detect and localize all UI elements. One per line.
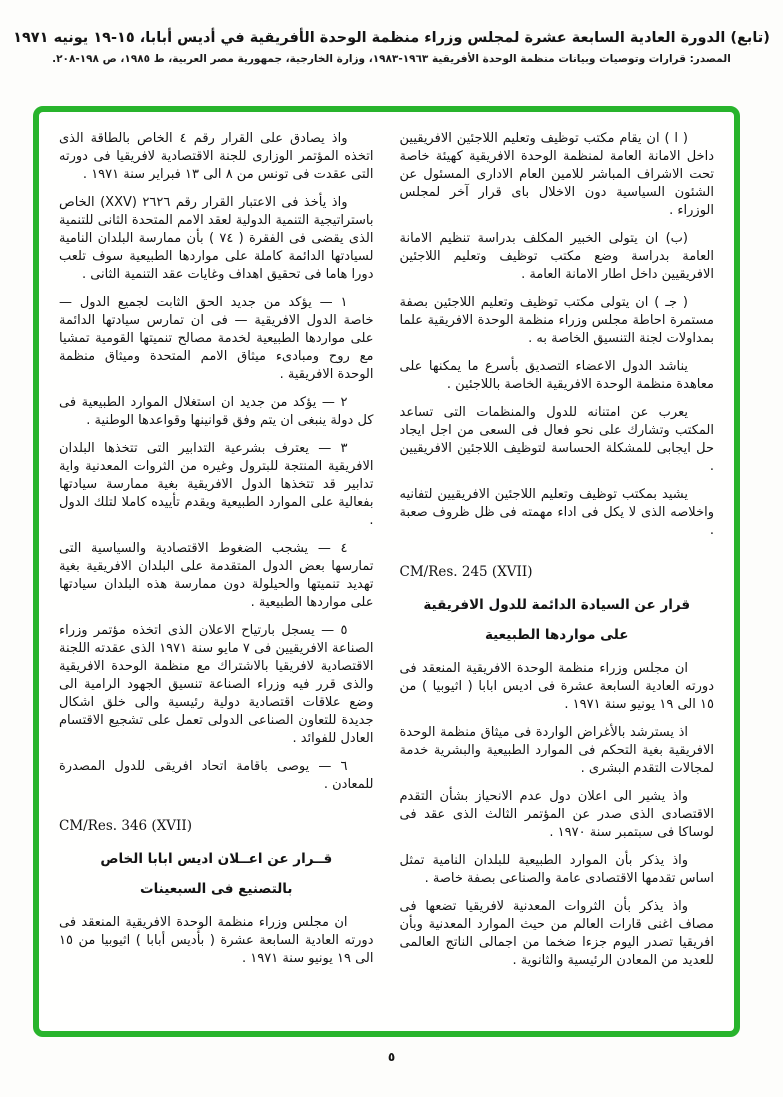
paragraph: ٦ — يوصى باقامة اتحاد افريقى للدول المصدرة للمعادن . [59,759,374,792]
page-number: ٥ [387,1050,396,1064]
paragraph: ( جـ ) ان يتولى مكتب توظيف وتعليم اللاجئين بصفة مستمرة احاطة مجلس وزراء منظمة الوحدة الافريقية علما بمداولات لجنة التنسيق الخاصة به . [399,295,714,346]
paragraph: (ب) ان يتولى الخبير المكلف بدراسة تنظيم الامانة العامة بدراسة وضع مكتب توظيف وتعليم اللاجئين الافريقيين داخل اطار الامانة العامة . [399,231,714,282]
paragraph: اذ يسترشد بالأغراض الواردة فى ميثاق منظمة الوحدة الافريقية بغية التحكم فى الموارد الطبيعية والبشرية خدمة لمجالات التقدم البشرى . [399,725,714,776]
resolution-code: CM/Res. 245 (XVII) [399,564,533,580]
paragraph: واذ يشير الى اعلان دول عدم الانحياز بشأن التقدم الاقتصادى الذى صدر عن المؤتمر الثالث الذى عقد فى لوساكا فى سبتمبر سنة ١٩٧٠ . [399,789,714,840]
column-left [59,130,374,1013]
resolution-code: CM/Res. 346 (XVII) [59,818,192,834]
paragraph: ١ — يؤكد من جديد الحق الثابت لجميع الدول — خاصة الدول الافريقية — فى ان تمارس سيادتها الدائمة على مواردها الطبيعية لخدمة مصالح تنميتها القومية تمشيا مع روح ومبادىء ميثاق الامم المتحدة وميثاق منظمة الوحدة الافريقية . [59,295,374,382]
resolution-title-line: قرار عن السيادة الدائمة للدول الافريقية [423,597,691,613]
header-title: (تابع) الدورة العادية السابعة عشرة لمجلس وزراء منظمة الوحدة الأفريقية في أديس أبابا، ١٥-١٩ يونيه ١٩٧١ [13,30,770,46]
paragraph: واذ يصادق على القرار رقم ٤ الخاص بالطاقة الذى اتخذه المؤتمر الوزارى للجنة الاقتصادية لافريقيا فى دورته التى عقدت فى تونس من ٨ الى ١٣ فبراير سنة ١٩٧١ . [59,131,374,182]
paragraph: ( ا ) ان يقام مكتب توظيف وتعليم اللاجئين الافريقيين داخل الامانة العامة لمنظمة الوحدة الافريقية كهيئة خاصة تحت الاشراف المباشر للامين العام الادارى المسئول عن الشئون السياسية دون الاخلال باى قرار آخر لمجلس الوزراء . [399,131,714,218]
paragraph: واذ يأخذ فى الاعتبار القرار رقم ٢٦٢٦ (XXV) الخاص باستراتيجية التنمية الدولية لعقد الامم المتحدة الثانى للتنمية الذى يقضى فى الفقرة ( ٧٤ ) بأن ممارسة البلدان النامية لسيادتها الدائمة كاملة على مواردها الطبيعية سوف تلعب دورا هاما فى تحقيق اهداف وغايات عقد التنمية الثانى . [59,195,374,282]
paragraph: ٢ — يؤكد من جديد ان استغلال الموارد الطبيعية فى كل دولة ينبغى ان يتم وفق قوانينها وقواعدها الوطنية . [59,395,374,428]
paragraph: ان مجلس وزراء منظمة الوحدة الافريقية المنعقد فى دورته العادية السابعة عشرة ( بأديس أبابا ) اثيوبيا من ١٥ الى ١٩ يونيو سنة ١٩٧١ . [59,915,374,966]
resolution-title-line: قــرار عن اعــلان اديس ابابا الخاص [100,851,333,867]
paragraph: ان مجلس وزراء منظمة الوحدة الافريقية المنعقد فى دورته العادية السابعة عشرة فى اديس ابابا ( اثيوبيا ) من ١٥ الى ١٩ يونيو سنة ١٩٧١ . [399,661,714,712]
paragraph: يشيد بمكتب توظيف وتعليم اللاجئين الافريقيين لتفانيه واخلاصه الذى لا يكل فى اداء مهمته فى ظل ظروف صعبة . [399,487,714,538]
resolution-title [59,844,374,904]
paragraph: ٥ — يسجل بارتياح الاعلان الذى اتخذه مؤتمر وزراء الصناعة الافريقيين فى ٧ مايو سنة ١٩٧١ الذى عقدته اللجنة الاقتصادية لافريقيا بالاشتراك مع منظمة الوحدة الافريقية والذى قرر فيه وزراء الصناعة تنسيق الجهود الرامية الى وضع علاقات اقتصادية دولية رئيسية والى خلق اشكال جديدة للتعاون الصناعى الدولى تعمل على تشجيع الاقتسام العادل للفوائد . [59,623,374,746]
page-header [0,0,783,65]
column-right [400,130,715,1013]
resolution-title-line: بالتصنيع فى السبعينات [140,881,293,897]
paragraph: ٣ — يعترف بشرعية التدابير التى تتخذها البلدان الافريقية المنتجة للبترول وغيره من الثروات المعدنية واية تدابير قد تتخذها الدول الافريقية بغية ممارسة سيادتها بفعالية على الموارد الطبيعية ويقدم تأييده كاملا لتلك الدول . [59,441,374,528]
resolution-title [400,590,715,650]
paragraph: واذ يذكر بأن الثروات المعدنية لافريقيا تضعها فى مصاف اغنى قارات العالم من حيث الموارد المعدنية وبأن افريقيا تصدر اليوم جزءا ضخما من اجمالى الناتج العالمى للعديد من المعادن الرئيسية والثانوية . [399,899,714,968]
resolution-title-line: على مواردها الطبيعية [484,627,629,643]
header-source-line: المصدر: قرارات وتوصيات وبيانات منظمة الوحدة الأفريقية ١٩٦٣-١٩٨٣، وزارة الخارجية، جمهورية مصر العربية، ط ١٩٨٥، ص ١٩٨-٢٠٨. [52,53,731,65]
paragraph: يناشد الدول الاعضاء التصديق بأسرع ما يمكنها على معاهدة منظمة الوحدة الافريقية الخاصة باللاجئين . [399,359,714,392]
paragraph: يعرب عن امتنانه للدول والمنظمات التى تساعد المكتب وتشارك على نحو فعال فى السعى من اجل ايجاد حل ايجابى للمشكلة الحساسة لتوظيف اللاجئين الافريقيين . [399,405,714,474]
content-frame [33,106,740,1037]
paragraph: ٤ — يشجب الضغوط الاقتصادية والسياسية التى تمارسها بعض الدول المتقدمة على البلدان الافريقية بغية تهديد تنميتها والحيلولة دون ممارسة هذه البلدان سيادتها على مواردها الطبيعية . [59,541,374,610]
paragraph: واذ يذكر بأن الموارد الطبيعية للبلدان النامية تمثل اساس تقدمها الاقتصادى عامة والصناعى بصفة خاصة . [399,853,714,886]
